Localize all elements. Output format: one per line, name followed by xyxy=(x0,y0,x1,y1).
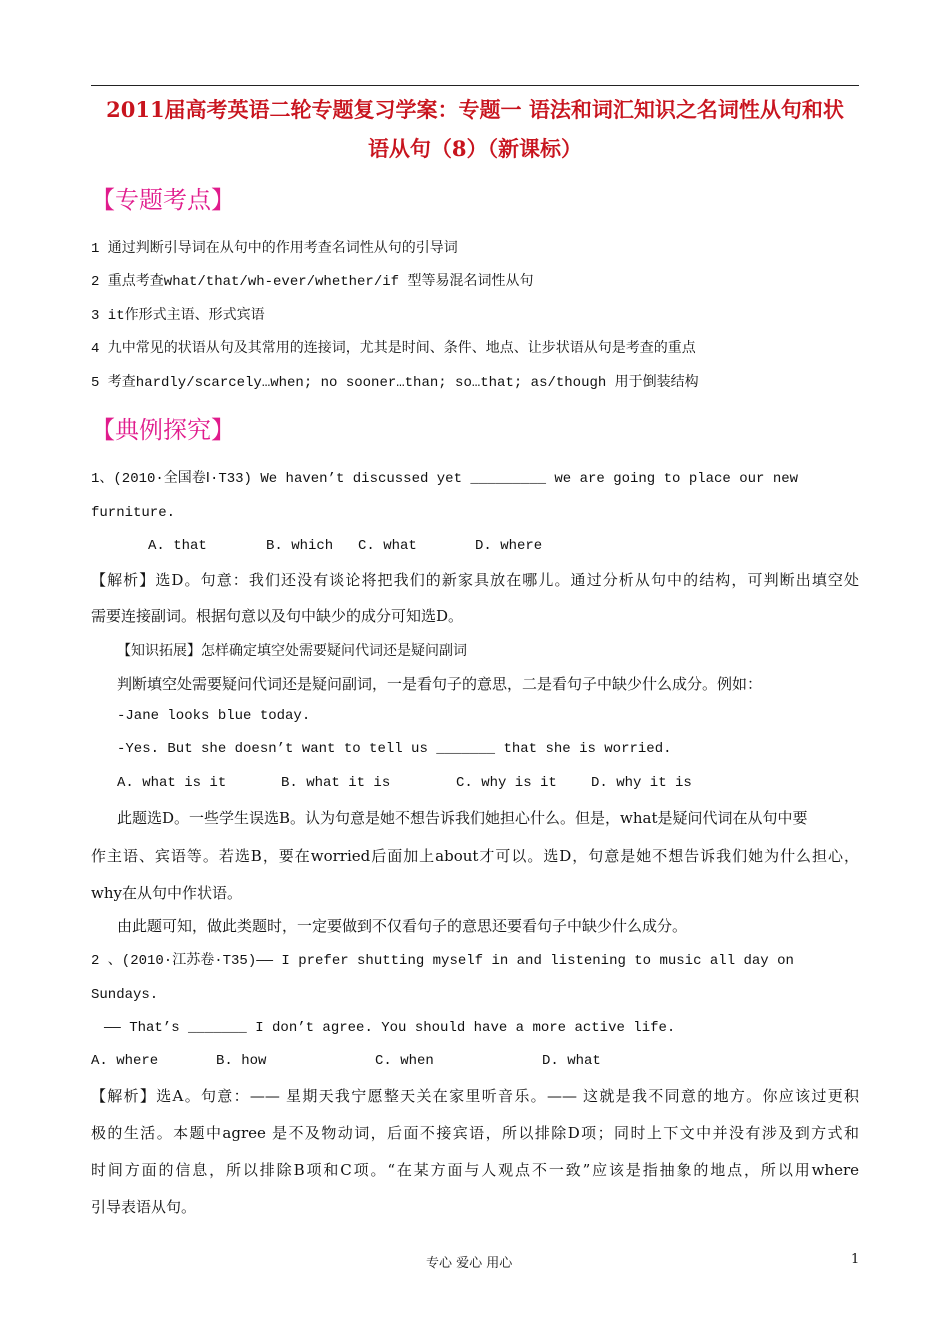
ext-option-a: A. what is it xyxy=(117,775,227,791)
q1-analysis-line-2: 需要连接副词。根据句意以及句中缺少的成分可知选D。 xyxy=(91,607,464,625)
section-heading-kaodian: 【专题考点】 xyxy=(91,186,235,214)
q1-extension-line-2: -Jane looks blue today. xyxy=(117,708,311,724)
section-heading-tanjiu: 【典例探究】 xyxy=(91,416,235,444)
q1-stem-line-1: 1、(2010·全国卷Ⅰ·T33) We haven’t discussed yet _________ we are going to place our new xyxy=(91,471,799,487)
q2-option-c: C. when xyxy=(375,1053,434,1069)
ext-option-d: D. why it is xyxy=(591,775,692,791)
q1-analysis-line-1: 【解析】选D。句意：我们还没有谈论将把我们的新家具放在哪儿。通过分析从句中的结构，可判断出填空处 xyxy=(91,571,859,589)
q1-option-b: B. which xyxy=(266,538,334,554)
footer-motto: 专心 爱心 用心 xyxy=(426,1256,513,1271)
point-3: 3 it作形式主语、形式宾语 xyxy=(91,308,265,324)
q1-option-c: C. what xyxy=(358,538,417,554)
ext-option-b: B. what it is xyxy=(281,775,391,791)
q1-stem-line-2: furniture. xyxy=(91,505,176,521)
q2-option-b: B. how xyxy=(216,1053,267,1069)
header-rule xyxy=(91,85,859,86)
q1-extension-line-3: -Yes. But she doesn’t want to tell us _______ that she is worried. xyxy=(117,741,672,757)
q1-option-d: D. where xyxy=(475,538,543,554)
ext-option-c: C. why is it xyxy=(456,775,557,791)
q2-stem-line-1: 2 、(2010·江苏卷·T35)—— I prefer shutting myself in and listening to music all day on xyxy=(91,953,794,969)
q2-stem-line-3: —— That’s _______ I don’t agree. You should have a more active life. xyxy=(104,1020,676,1036)
point-5: 5 考查hardly/scarcely…when; no sooner…than; so…that; as/though 用于倒装结构 xyxy=(91,375,699,391)
q1-option-a: A. that xyxy=(148,538,207,554)
q2-analysis-line-1: 【解析】选A。句意：—— 星期天我宁愿整天关在家里听音乐。—— 这就是我不同意的地方。你应该过更积 xyxy=(91,1087,859,1105)
page-number: 1 xyxy=(851,1252,860,1267)
page-title-line-2: 语从句（8）（新课标） xyxy=(367,136,583,161)
q1-extension-line-1: 判断填空处需要疑问代词还是疑问副词，一是看句子的意思，二是看句子中缺少什么成分。例如： xyxy=(117,675,763,693)
q1-extension-title: 【知识拓展】怎样确定填空处需要疑问代词还是疑问副词 xyxy=(117,643,467,659)
point-2: 2 重点考查what/that/wh-ever/whether/if 型等易混名词性从句 xyxy=(91,274,534,290)
q2-analysis-line-2: 极的生活。本题中agree 是不及物动词，后面不接宾语，所以排除D项；同时上下文中并没有涉及到方式和 xyxy=(91,1124,859,1142)
q2-analysis-line-4: 引导表语从句。 xyxy=(91,1198,197,1216)
q2-analysis-line-3: 时间方面的信息，所以排除B项和C项。“在某方面与人观点不一致”应该是指抽象的地点，所以用where xyxy=(91,1161,859,1179)
q1-extension-line-5: 作主语、宾语等。若选B，要在worried后面加上about才可以。选D，句意是她不想告诉我们她为什么担心， xyxy=(91,847,859,865)
point-4: 4 九中常见的状语从句及其常用的连接词，尤其是时间、条件、地点、让步状语从句是考查的重点 xyxy=(91,341,696,357)
q2-option-d: D. what xyxy=(542,1053,601,1069)
q1-extension-line-6: why在从句中作状语。 xyxy=(91,884,242,902)
point-1: 1 通过判断引导词在从句中的作用考查名词性从句的引导词 xyxy=(91,241,458,257)
q1-extension-line-7: 由此题可知，做此类题时，一定要做到不仅看句子的意思还要看句子中缺少什么成分。 xyxy=(117,917,688,935)
page-title-line-1: 2011届高考英语二轮专题复习学案：专题一 语法和词汇知识之名词性从句和状 xyxy=(106,97,844,122)
q1-extension-line-4: 此题选D。一些学生误选B。认为句意是她不想告诉我们她担心什么。但是，what是疑问代词在从句中要 xyxy=(117,809,808,827)
q2-option-a: A. where xyxy=(91,1053,159,1069)
q2-stem-line-2: Sundays. xyxy=(91,987,159,1003)
